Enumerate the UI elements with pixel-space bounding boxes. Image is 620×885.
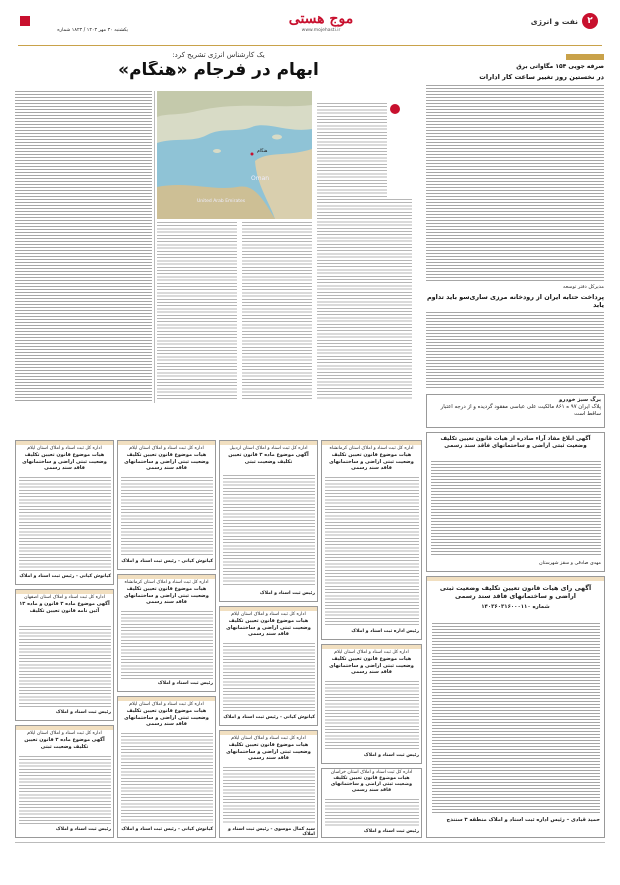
- ad-grid-5-title: هیات موضوع قانون تعیین تکلیف وضعیت ثبتی اراضی و ساختمانهای فاقد سند رسمی: [226, 618, 311, 637]
- ad-grid-10: [15, 440, 114, 585]
- ad-grid-5-sign: کیانوش کیانی - رئیس ثبت اسناد و املاک: [223, 715, 315, 720]
- ad-grid-5: [219, 606, 318, 726]
- news-tag: [566, 54, 604, 60]
- ad-right-2-body: [432, 623, 600, 815]
- ad-grid-8-sign: رئیس ثبت اسناد و املاک: [157, 681, 213, 686]
- feature-col-left: [15, 91, 152, 403]
- issue-date: یکشنبه ۳۰ مهر ۱۴۰۳ / ۱۸۲۳ شماره: [57, 28, 128, 33]
- page-header: [0, 0, 620, 46]
- ad-grid-3: [321, 768, 422, 838]
- ad-grid-11-body: [19, 626, 111, 708]
- ad-grid-9-head: اداره کل ثبت اسناد و املاک استان ایلام: [129, 702, 204, 707]
- ad-grid-9-sign: کیانوش کیانی - رئیس ثبت اسناد و املاک: [121, 827, 213, 832]
- ad-grid-1-body: [325, 477, 419, 627]
- ad-grid-1-sign: رئیس اداره ثبت اسناد و املاک: [351, 629, 419, 634]
- ad-grid-9-title: هیات موضوع قانون تعیین تکلیف وضعیت ثبتی اراضی و ساختمانهای فاقد سند رسمی: [124, 708, 209, 727]
- ad-grid-7-sign: کیانوش کیانی - رئیس ثبت اسناد و املاک: [121, 559, 213, 564]
- ad-grid-6-head: اداره کل ثبت اسناد و املاک استان ایلام: [231, 736, 306, 741]
- ad-grid-3-sign: رئیس ثبت اسناد و املاک: [363, 829, 419, 834]
- ad-loss-text: پلاک ایران ۹۷ ه ۸۶۱ مالکیت علی عباسی مفقود گردیده و از درجه اعتبار ساقط است: [440, 404, 601, 417]
- news-kicker: صرفه جویی ۱۵۴ مگاواتی برق: [516, 63, 604, 70]
- ad-grid-7-head: اداره کل ثبت اسناد و املاک استان ایلام: [129, 446, 204, 451]
- feature-col-right-2: [317, 199, 412, 399]
- column-divider: [154, 91, 155, 403]
- news-title: در نخستین روز تغییر ساعت کار ادارات: [479, 73, 604, 81]
- feature-col-mid: [242, 222, 312, 399]
- logo: [283, 10, 359, 38]
- ad-grid-3-head: اداره کل ثبت اسناد و املاک استان خراسان: [330, 770, 413, 775]
- ad-grid-4: [219, 440, 318, 602]
- header-rule: [18, 45, 602, 46]
- ad-grid-2-sign: رئیس ثبت اسناد و املاک: [363, 753, 419, 758]
- ad-grid-12-body: [19, 756, 111, 824]
- ad-grid-11-sign: رئیس ثبت اسناد و املاک: [55, 710, 111, 715]
- ad-grid-6: [219, 730, 318, 838]
- ad-loss-notice: [426, 394, 605, 428]
- ad-right-2: [426, 576, 605, 838]
- ads-grid: [15, 440, 422, 838]
- news-title-2: پرداخت حتابه ایران از رودخانه مرزی ساری‌سو باید تداوم یابد: [426, 293, 604, 309]
- map-label-oman: Oman: [251, 175, 270, 182]
- ad-grid-9: [117, 696, 216, 838]
- ad-right-2-number: شماره ۱۴۰۳۶۰۳۱۶۰۰۰۱۱۰: [481, 603, 550, 610]
- ad-grid-9-body: [121, 733, 213, 823]
- ad-right-1-title: آگهی ابلاغ مفاد آراء صادره از هیات قانون تعیین تکلیف وضعیت ثبتی اراضی و ساختمانهای فاقد سند رسمی: [440, 436, 591, 450]
- ad-grid-5-body: [223, 643, 315, 713]
- feature-dropcap-icon: [390, 104, 400, 114]
- news-body-2: [426, 312, 604, 390]
- ad-grid-12-sign: رئیس ثبت اسناد و املاک: [55, 827, 111, 832]
- logo-text: موج هستی: [288, 11, 354, 27]
- ad-grid-4-body: [223, 475, 315, 587]
- ad-grid-11: [15, 589, 114, 721]
- ad-grid-2-title: هیات موضوع قانون تعیین تکلیف وضعیت ثبتی اراضی و ساختمانهای فاقد سند رسمی: [329, 656, 414, 675]
- ad-grid-7-title: هیات موضوع قانون تعیین تکلیف وضعیت ثبتی اراضی و ساختمانهای فاقد سند رسمی: [124, 452, 209, 471]
- ad-grid-11-title: آگهی موضوع ماده ۳ قانون و ماده ۱۳ آئین نامه قانون تعیین تکلیف: [19, 601, 110, 614]
- ad-grid-4-head: اداره کل ثبت اسناد و املاک استان اردبیل: [229, 446, 308, 451]
- news-body-1: [426, 85, 604, 281]
- section-label: نفت و انرژی: [530, 17, 578, 26]
- ad-right-1: [426, 432, 605, 572]
- ad-grid-3-body: [325, 799, 419, 827]
- date-box: [20, 14, 128, 36]
- ad-grid-2-body: [325, 681, 419, 751]
- ad-right-2-footer: حمید قبادی – رئیس اداره ثبت اسناد و املاک منطقه ۳ سنندج: [446, 817, 600, 823]
- ad-grid-12-title: آگهی موضوع ماده ۳ قانون تعیین تکلیف وضعیت ثبتی: [24, 737, 105, 750]
- bottom-rule: [15, 842, 605, 843]
- feature-article: [15, 47, 422, 437]
- ad-grid-2-head: اداره کل ثبت اسناد و املاک استان ایلام: [334, 650, 409, 655]
- logo-url: www.mojehasti.ir: [301, 28, 341, 33]
- ad-grid-4-title: آگهی موضوع ماده ۳ قانون تعیین تکلیف وضعیت ثبتی: [228, 452, 309, 465]
- page-number: ۲: [587, 16, 593, 26]
- ad-right-2-title: آگهی رای هیات قانون تعیین تکلیف وضعیت ثبتی اراضی و ساختمانهای فاقد سند رسمی: [439, 584, 592, 601]
- ad-grid-10-head: اداره کل ثبت اسناد و املاک استان ایلام: [27, 446, 102, 451]
- ad-grid-8-head: اداره کل ثبت اسناد و املاک استان کرمانشاه: [124, 580, 209, 585]
- ad-grid-10-body: [19, 477, 111, 571]
- map-label-hengam: هنگام: [257, 149, 268, 154]
- ad-grid-10-sign: کیانوش کیانی - رئیس ثبت اسناد و املاک: [19, 574, 111, 579]
- feature-col-right-top: [317, 103, 387, 198]
- feature-col-mid2: [157, 222, 237, 399]
- ad-grid-4-sign: رئیس ثبت اسناد و املاک: [259, 591, 315, 596]
- hengam-map: [157, 91, 312, 219]
- feature-kicker: یک کارشناس انرژی تشریح کرد:: [172, 51, 265, 59]
- ad-grid-10-title: هیات موضوع قانون تعیین تکلیف وضعیت ثبتی اراضی و ساختمانهای فاقد سند رسمی: [22, 452, 107, 471]
- ad-grid-12: [15, 725, 114, 838]
- ad-grid-2: [321, 644, 422, 764]
- ad-grid-11-head: اداره کل ثبت اسناد و املاک استان اصفهان: [24, 595, 105, 600]
- ad-grid-7: [117, 440, 216, 570]
- ad-grid-3-title: هیات موضوع قانون تعیین تکلیف وضعیت ثبتی اراضی و ساختمانهای فاقد سند رسمی: [330, 776, 413, 793]
- ad-grid-5-head: اداره کل ثبت اسناد و املاک استان ایلام: [231, 612, 306, 617]
- ad-grid-6-title: هیات موضوع قانون تعیین تکلیف وضعیت ثبتی اراضی و ساختمانهای فاقد سند رسمی: [226, 742, 311, 761]
- ad-loss-title: برگ سبز خودرو: [559, 397, 601, 403]
- ad-right-1-body: [431, 461, 601, 557]
- ad-right-1-footer: مهدی صادقی و سقز شهرستان: [539, 561, 601, 566]
- ad-grid-8: [117, 574, 216, 692]
- ad-grid-7-body: [121, 477, 213, 557]
- ad-grid-6-body: [223, 767, 315, 823]
- ad-grid-8-body: [121, 611, 213, 679]
- ad-grid-1: [321, 440, 422, 640]
- ad-grid-1-title: هیات موضوع قانون تعیین تکلیف وضعیت ثبتی اراضی و ساختمانهای فاقد سند رسمی: [329, 452, 414, 471]
- map-label-uae: United Arab Emirates: [197, 199, 246, 204]
- page-number-badge: [582, 13, 598, 29]
- ad-grid-6-sign: سید کمال موسوی - رئیس ثبت اسناد و املاک: [227, 827, 315, 838]
- right-news: [426, 47, 605, 392]
- news-kicker-2: مدیرکل دفتر توسعه: [563, 284, 604, 290]
- ad-grid-8-title: هیات موضوع قانون تعیین تکلیف وضعیت ثبتی اراضی و ساختمانهای فاقد سند رسمی: [124, 586, 209, 605]
- feature-title: ابهام در فرجام «هنگام»: [118, 61, 319, 80]
- ad-grid-1-head: اداره کل ثبت اسناد و املاک استان کرمانشاه: [329, 446, 414, 451]
- red-square-icon: [20, 16, 30, 26]
- ad-grid-12-head: اداره کل ثبت اسناد و املاک استان ایلام: [27, 731, 102, 736]
